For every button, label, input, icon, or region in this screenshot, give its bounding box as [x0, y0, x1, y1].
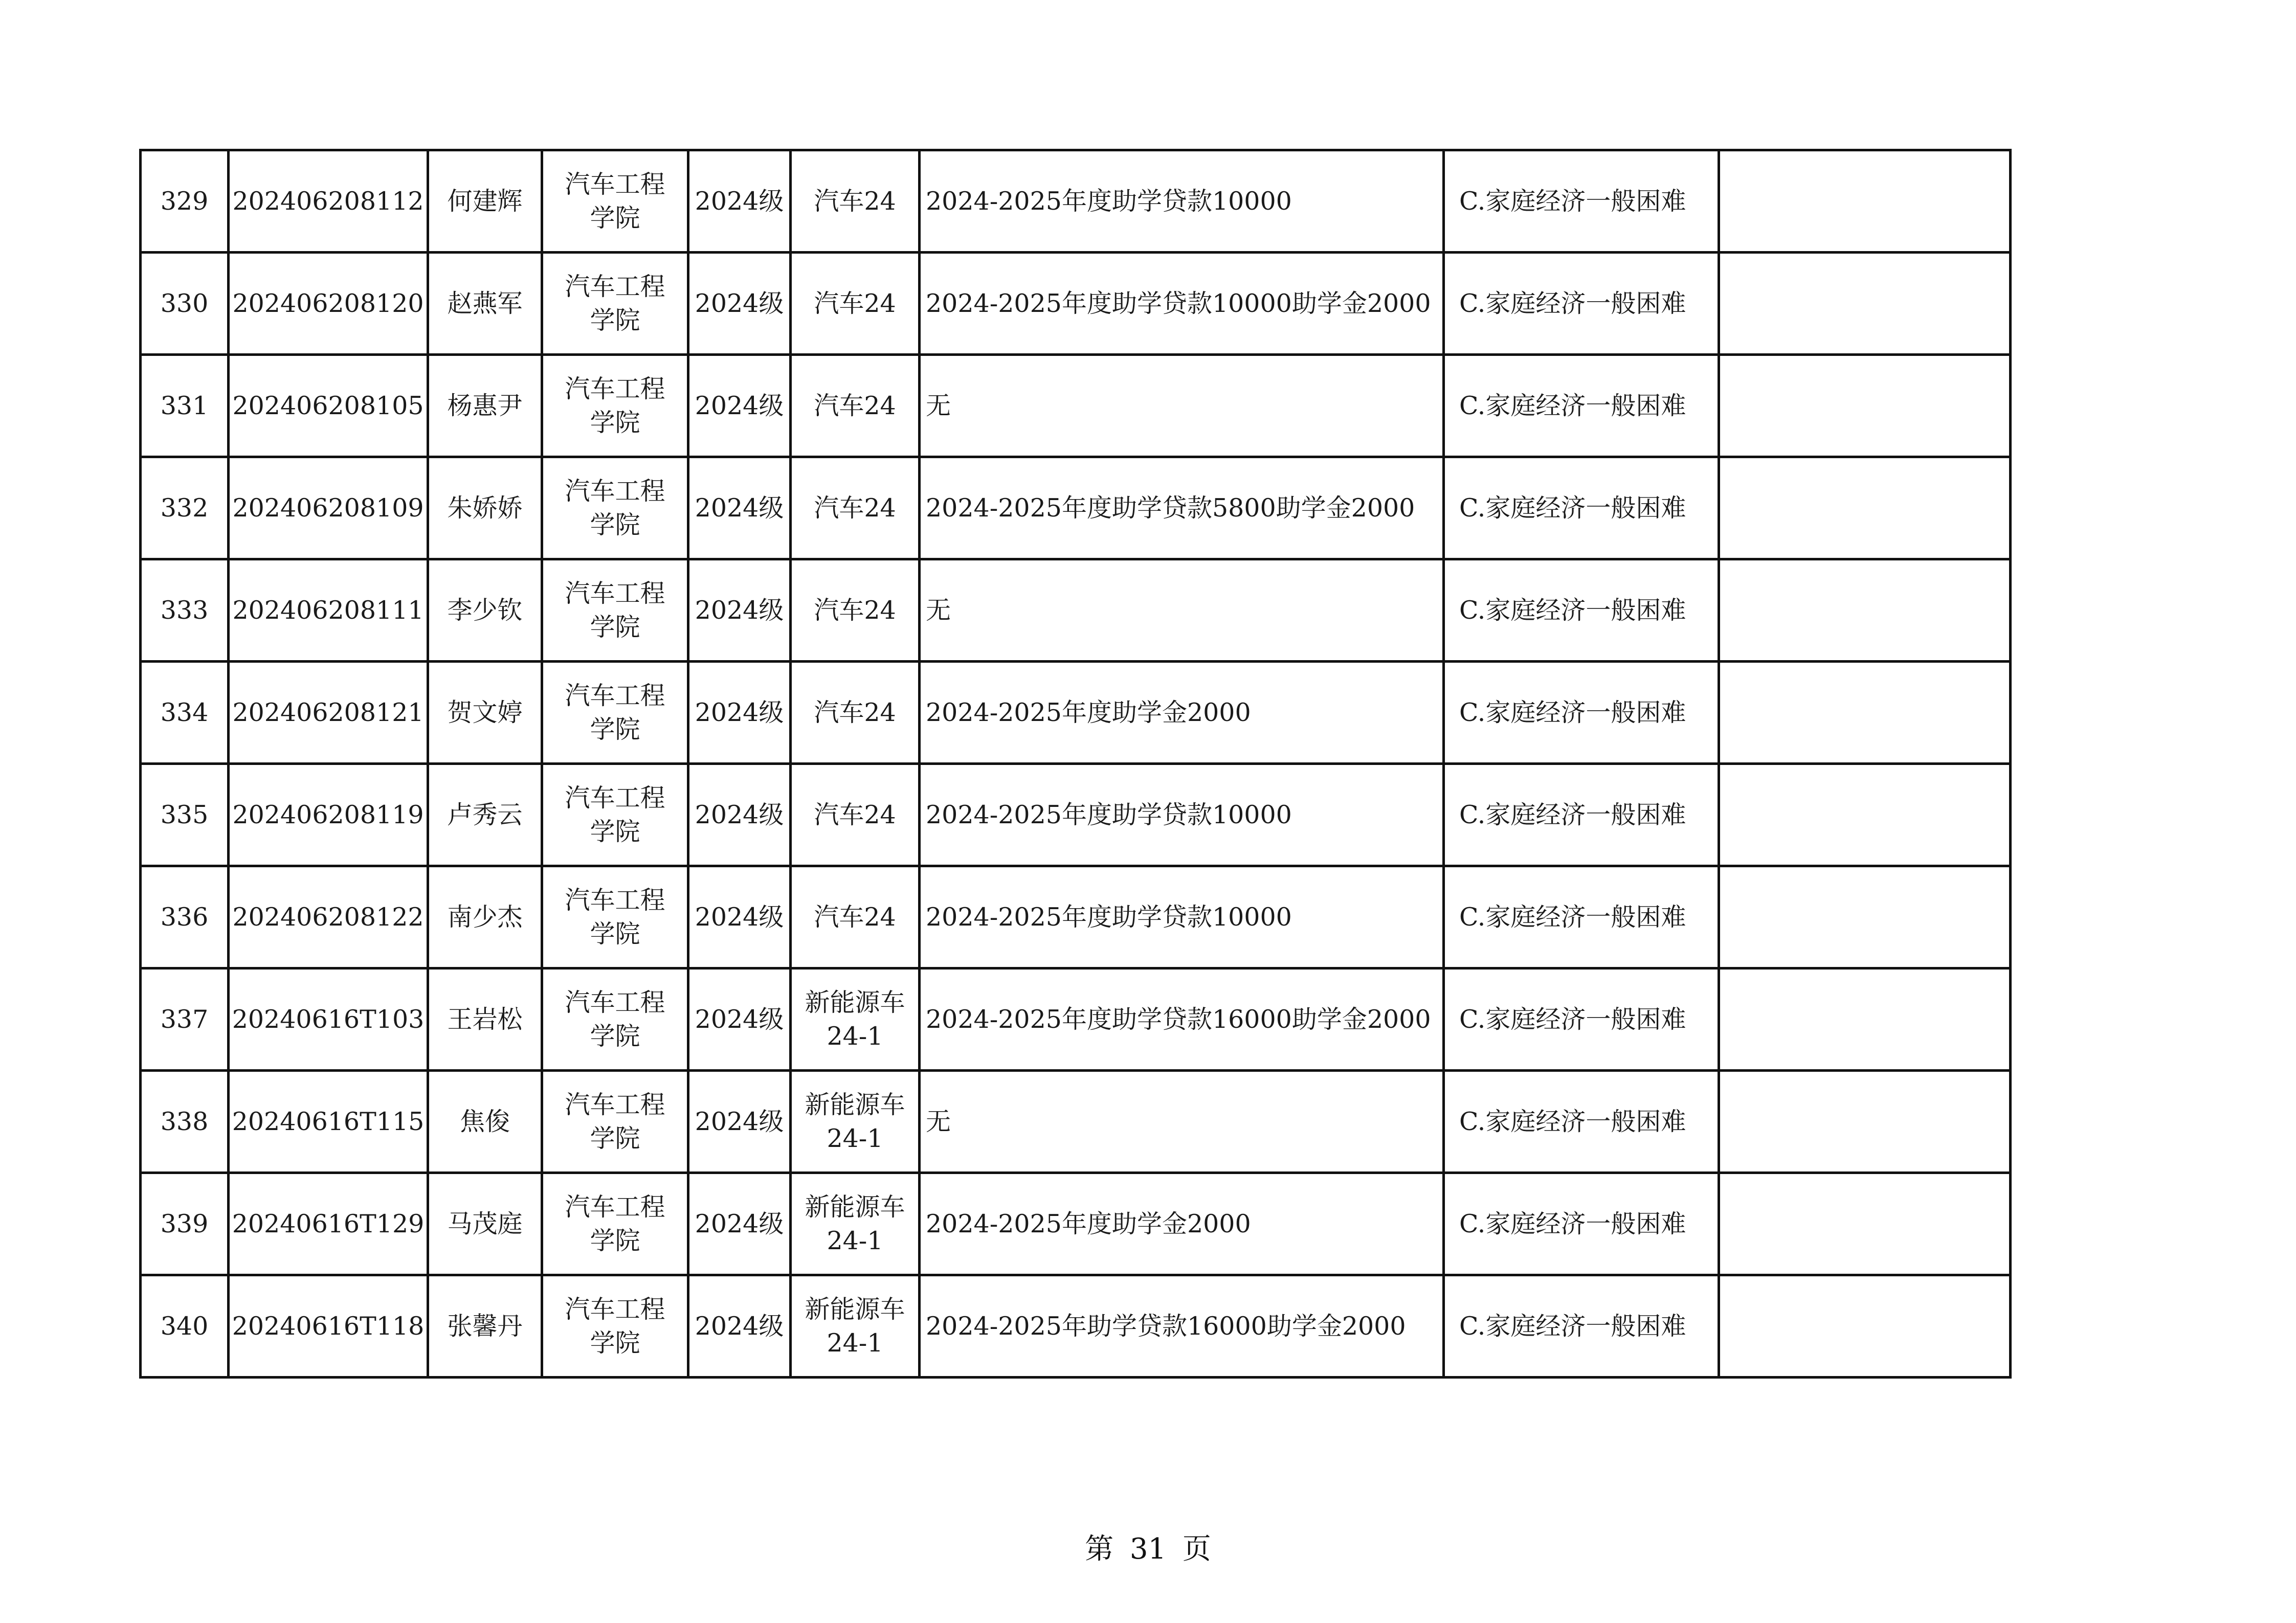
- cell-aid-received: 2024-2025年度助学贷款10000: [920, 866, 1444, 968]
- cell-remark: [1719, 662, 2011, 764]
- cell-college: 汽车工程学院: [542, 968, 688, 1071]
- cell-aid-received: 无: [920, 559, 1444, 662]
- cell-student-name: 何建辉: [428, 150, 542, 253]
- cell-aid-received: 无: [920, 355, 1444, 457]
- cell-student-id: 20240616T115: [229, 1071, 428, 1173]
- cell-aid-received: 2024-2025年度助学金2000: [920, 1173, 1444, 1275]
- table-row: [141, 1173, 2011, 1275]
- cell-difficulty-level: C.家庭经济一般困难: [1444, 457, 1719, 559]
- cell-student-name: 焦俊: [428, 1071, 542, 1173]
- cell-remark: [1719, 968, 2011, 1071]
- cell-row-number: 337: [141, 968, 229, 1071]
- cell-class: 新能源车24-1: [791, 1173, 920, 1275]
- cell-college: 汽车工程学院: [542, 1173, 688, 1275]
- cell-grade: 2024级: [688, 1275, 791, 1378]
- table-row: [141, 1071, 2011, 1173]
- cell-student-name: 杨惠尹: [428, 355, 542, 457]
- cell-aid-received: 2024-2025年度助学金2000: [920, 662, 1444, 764]
- student-aid-table: [139, 149, 2012, 1379]
- cell-student-name: 贺文婷: [428, 662, 542, 764]
- cell-difficulty-level: C.家庭经济一般困难: [1444, 150, 1719, 253]
- cell-student-name: 赵燕军: [428, 253, 542, 355]
- cell-remark: [1719, 150, 2011, 253]
- table-row: [141, 1275, 2011, 1378]
- cell-remark: [1719, 1275, 2011, 1378]
- cell-remark: [1719, 559, 2011, 662]
- cell-class: 汽车24: [791, 150, 920, 253]
- cell-remark: [1719, 764, 2011, 866]
- cell-grade: 2024级: [688, 150, 791, 253]
- table-row: [141, 764, 2011, 866]
- cell-grade: 2024级: [688, 968, 791, 1071]
- cell-row-number: 338: [141, 1071, 229, 1173]
- cell-difficulty-level: C.家庭经济一般困难: [1444, 662, 1719, 764]
- cell-difficulty-level: C.家庭经济一般困难: [1444, 355, 1719, 457]
- cell-college: 汽车工程学院: [542, 253, 688, 355]
- page-number: 第 31 页: [1085, 1532, 1211, 1566]
- cell-row-number: 329: [141, 150, 229, 253]
- cell-difficulty-level: C.家庭经济一般困难: [1444, 1173, 1719, 1275]
- cell-college: 汽车工程学院: [542, 1275, 688, 1378]
- cell-class: 新能源车24-1: [791, 968, 920, 1071]
- cell-student-id: 202406208119: [229, 764, 428, 866]
- cell-student-name: 张馨丹: [428, 1275, 542, 1378]
- table-row: [141, 355, 2011, 457]
- cell-college: 汽车工程学院: [542, 764, 688, 866]
- cell-college: 汽车工程学院: [542, 662, 688, 764]
- cell-aid-received: 2024-2025年度助学贷款10000: [920, 150, 1444, 253]
- cell-row-number: 330: [141, 253, 229, 355]
- cell-college: 汽车工程学院: [542, 150, 688, 253]
- cell-student-id: 202406208120: [229, 253, 428, 355]
- cell-student-name: 卢秀云: [428, 764, 542, 866]
- table-row: [141, 559, 2011, 662]
- table-row: [141, 968, 2011, 1071]
- cell-aid-received: 无: [920, 1071, 1444, 1173]
- cell-student-id: 202406208112: [229, 150, 428, 253]
- cell-grade: 2024级: [688, 457, 791, 559]
- cell-row-number: 340: [141, 1275, 229, 1378]
- cell-difficulty-level: C.家庭经济一般困难: [1444, 866, 1719, 968]
- cell-aid-received: 2024-2025年度助学贷款5800助学金2000: [920, 457, 1444, 559]
- cell-college: 汽车工程学院: [542, 559, 688, 662]
- table-row: [141, 457, 2011, 559]
- cell-college: 汽车工程学院: [542, 355, 688, 457]
- cell-difficulty-level: C.家庭经济一般困难: [1444, 559, 1719, 662]
- cell-class: 汽车24: [791, 559, 920, 662]
- table-row: [141, 253, 2011, 355]
- cell-class: 新能源车24-1: [791, 1071, 920, 1173]
- cell-remark: [1719, 1173, 2011, 1275]
- table-row: [141, 662, 2011, 764]
- cell-remark: [1719, 1071, 2011, 1173]
- cell-row-number: 331: [141, 355, 229, 457]
- table-body: [141, 150, 2011, 1378]
- cell-row-number: 335: [141, 764, 229, 866]
- cell-aid-received: 2024-2025年度助学贷款10000: [920, 764, 1444, 866]
- cell-class: 汽车24: [791, 457, 920, 559]
- cell-class: 新能源车24-1: [791, 1275, 920, 1378]
- cell-student-name: 南少杰: [428, 866, 542, 968]
- cell-college: 汽车工程学院: [542, 457, 688, 559]
- cell-student-name: 王岩松: [428, 968, 542, 1071]
- cell-college: 汽车工程学院: [542, 866, 688, 968]
- cell-difficulty-level: C.家庭经济一般困难: [1444, 968, 1719, 1071]
- cell-student-id: 20240616T129: [229, 1173, 428, 1275]
- cell-grade: 2024级: [688, 662, 791, 764]
- cell-grade: 2024级: [688, 559, 791, 662]
- cell-class: 汽车24: [791, 866, 920, 968]
- cell-grade: 2024级: [688, 1071, 791, 1173]
- cell-aid-received: 2024-2025年度助学贷款16000助学金2000: [920, 968, 1444, 1071]
- cell-remark: [1719, 457, 2011, 559]
- cell-row-number: 339: [141, 1173, 229, 1275]
- table-row: [141, 866, 2011, 968]
- cell-class: 汽车24: [791, 764, 920, 866]
- cell-student-id: 20240616T118: [229, 1275, 428, 1378]
- cell-student-name: 马茂庭: [428, 1173, 542, 1275]
- cell-student-id: 202406208121: [229, 662, 428, 764]
- cell-student-id: 202406208109: [229, 457, 428, 559]
- cell-row-number: 334: [141, 662, 229, 764]
- cell-difficulty-level: C.家庭经济一般困难: [1444, 1275, 1719, 1378]
- cell-remark: [1719, 866, 2011, 968]
- cell-aid-received: 2024-2025年助学贷款16000助学金2000: [920, 1275, 1444, 1378]
- cell-row-number: 333: [141, 559, 229, 662]
- cell-aid-received: 2024-2025年度助学贷款10000助学金2000: [920, 253, 1444, 355]
- cell-class: 汽车24: [791, 662, 920, 764]
- cell-grade: 2024级: [688, 764, 791, 866]
- cell-college: 汽车工程学院: [542, 1071, 688, 1173]
- cell-row-number: 336: [141, 866, 229, 968]
- table-row: [141, 150, 2011, 253]
- cell-remark: [1719, 355, 2011, 457]
- cell-student-id: 20240616T103: [229, 968, 428, 1071]
- cell-difficulty-level: C.家庭经济一般困难: [1444, 764, 1719, 866]
- cell-grade: 2024级: [688, 355, 791, 457]
- cell-grade: 2024级: [688, 253, 791, 355]
- cell-class: 汽车24: [791, 355, 920, 457]
- cell-grade: 2024级: [688, 1173, 791, 1275]
- cell-row-number: 332: [141, 457, 229, 559]
- cell-grade: 2024级: [688, 866, 791, 968]
- cell-difficulty-level: C.家庭经济一般困难: [1444, 1071, 1719, 1173]
- cell-student-id: 202406208111: [229, 559, 428, 662]
- cell-student-name: 朱娇娇: [428, 457, 542, 559]
- cell-student-name: 李少钦: [428, 559, 542, 662]
- cell-remark: [1719, 253, 2011, 355]
- cell-student-id: 202406208105: [229, 355, 428, 457]
- cell-difficulty-level: C.家庭经济一般困难: [1444, 253, 1719, 355]
- cell-student-id: 202406208122: [229, 866, 428, 968]
- cell-class: 汽车24: [791, 253, 920, 355]
